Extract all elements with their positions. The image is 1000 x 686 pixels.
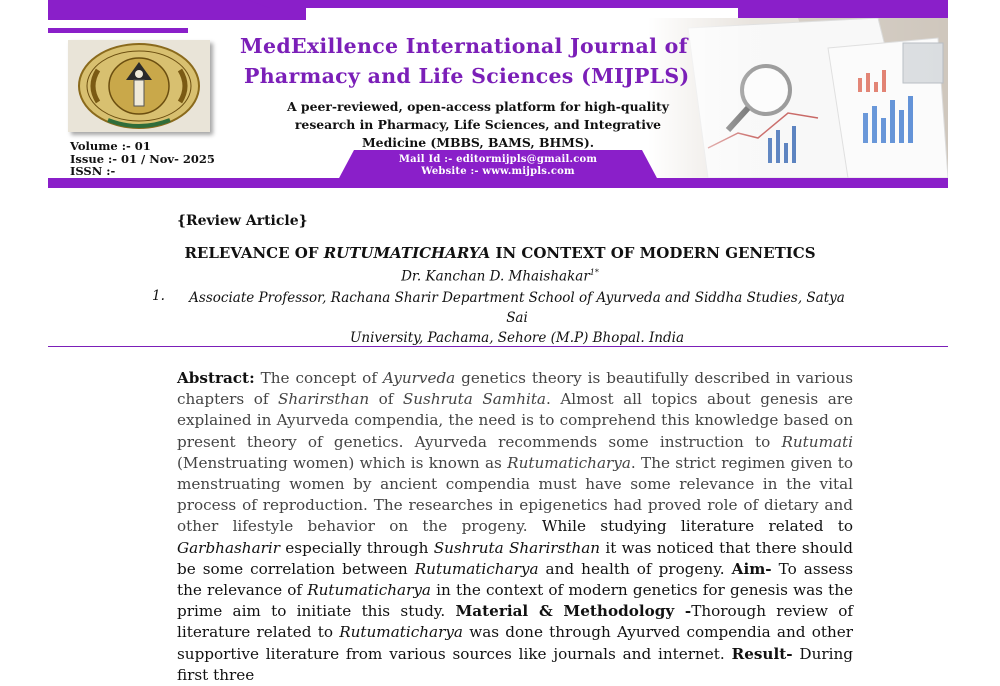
contact-email[interactable]: Mail Id :- editormijpls@gmail.com bbox=[398, 154, 598, 165]
contact-website[interactable]: Website :- www.mijpls.com bbox=[421, 166, 575, 177]
journal-title-line1: MedExillence International Journal of bbox=[240, 34, 688, 58]
author-name bbox=[0, 268, 1000, 285]
abstract-text: . Almost all topics about genesis are explained in Ayurveda compendia, the need is to comprehend this knowledge based on present theory of genetics. Ayurveda recommends some instruction to bbox=[177, 390, 853, 451]
journal-emblem bbox=[68, 40, 210, 132]
journal-tagline-line1: A peer-reviewed, open-access platform for high-quality bbox=[287, 99, 669, 114]
affiliation-line1: Associate Professor, Rachana Sharir Department School of Ayurveda and Siddha Studies, Satya Sai bbox=[189, 290, 845, 326]
author-superscript: 1* bbox=[589, 268, 599, 277]
abstract-term: Ayurveda bbox=[382, 369, 456, 387]
abstract-term: Rutumaticharya bbox=[414, 559, 539, 578]
journal-banner bbox=[48, 0, 948, 188]
abstract-paragraph bbox=[177, 368, 853, 686]
author-text: Dr. Kanchan D. Mhaishakar bbox=[401, 268, 590, 285]
abstract-text: While studying literature related to bbox=[527, 517, 853, 536]
abstract-term: Rutumaticharya bbox=[507, 453, 631, 472]
result-label: Result- bbox=[731, 644, 793, 663]
article-title-suffix: IN CONTEXT OF MODERN GENETICS bbox=[490, 244, 816, 262]
abstract-term: Rutumaticharya bbox=[339, 623, 463, 642]
volume-label: Volume :- 01 bbox=[70, 139, 151, 153]
abstract-term: Rutumati bbox=[781, 432, 853, 451]
abstract-term: Garbhasharir bbox=[177, 538, 281, 557]
abstract-label: Abstract: bbox=[177, 369, 255, 387]
banner-accent-line bbox=[48, 28, 188, 33]
section-divider bbox=[48, 346, 948, 347]
abstract-term: Sushruta Sharirsthan bbox=[433, 538, 601, 557]
banner-accent-bar bbox=[738, 0, 948, 18]
aim-label: Aim- bbox=[731, 559, 772, 578]
article-title-prefix: RELEVANCE OF bbox=[184, 244, 324, 262]
article-title-italic: RUTUMATICHARYA bbox=[323, 244, 491, 262]
journal-title-line2: Pharmacy and Life Sciences (MIJPLS) bbox=[244, 64, 690, 88]
method-label: Material & Methodology - bbox=[455, 602, 692, 621]
issn-label: ISSN :- bbox=[70, 164, 116, 178]
abstract-text: During first three bbox=[177, 644, 853, 684]
journal-tagline-line2: research in Pharmacy, Life Sciences, and Integrative bbox=[294, 117, 662, 132]
affiliation bbox=[178, 288, 856, 348]
abstract-text: and health of progeny. bbox=[538, 559, 732, 578]
article-type: {Review Article} bbox=[177, 213, 308, 229]
abstract-text: The concept of bbox=[254, 369, 383, 387]
issue-label: Issue :- 01 / Nov- 2025 bbox=[70, 152, 215, 166]
abstract-term: Sushruta Samhita bbox=[402, 390, 546, 409]
affiliation-number: 1. bbox=[152, 288, 165, 304]
banner-accent-bar bbox=[248, 0, 788, 8]
abstract-text: in the context of modern genetics for genesis was the prime aim to initiate this study. bbox=[177, 581, 854, 621]
abstract-text: especially through bbox=[280, 538, 434, 557]
abstract-term: Rutumaticharya bbox=[307, 581, 431, 600]
article-title bbox=[0, 244, 1000, 262]
abstract-text: (Menstruating women) which is known as bbox=[177, 453, 508, 472]
banner-bottom-bar bbox=[48, 178, 948, 188]
abstract-text: it was noticed that there should be some correlation between bbox=[177, 538, 854, 578]
journal-seal-icon bbox=[68, 40, 210, 132]
affiliation-line2: University, Pachama, Sehore (M.P) Bhopal. India bbox=[350, 330, 684, 346]
journal-tagline-line3: Medicine (MBBS, BAMS, BHMS). bbox=[361, 135, 595, 150]
abstract-text: was done through Ayurved compendia and other supportive literature from various sources like journals and internet. bbox=[177, 623, 853, 663]
abstract-text: To assess the relevance of bbox=[177, 559, 853, 600]
abstract-term: Sharirsthan bbox=[277, 390, 370, 409]
abstract-text: of bbox=[369, 390, 403, 409]
abstract-text: . The strict regimen given to menstruating women by ancient compendia must have some relevance in the vital process of reproduction. The researches in epigenetics had proved role of dietary and other lifestyle behavior on the progeny. bbox=[177, 453, 853, 536]
abstract-text: genetics theory is beautifully described in various chapters of bbox=[177, 369, 853, 409]
abstract-text: Thorough review of literature related to bbox=[177, 602, 854, 642]
